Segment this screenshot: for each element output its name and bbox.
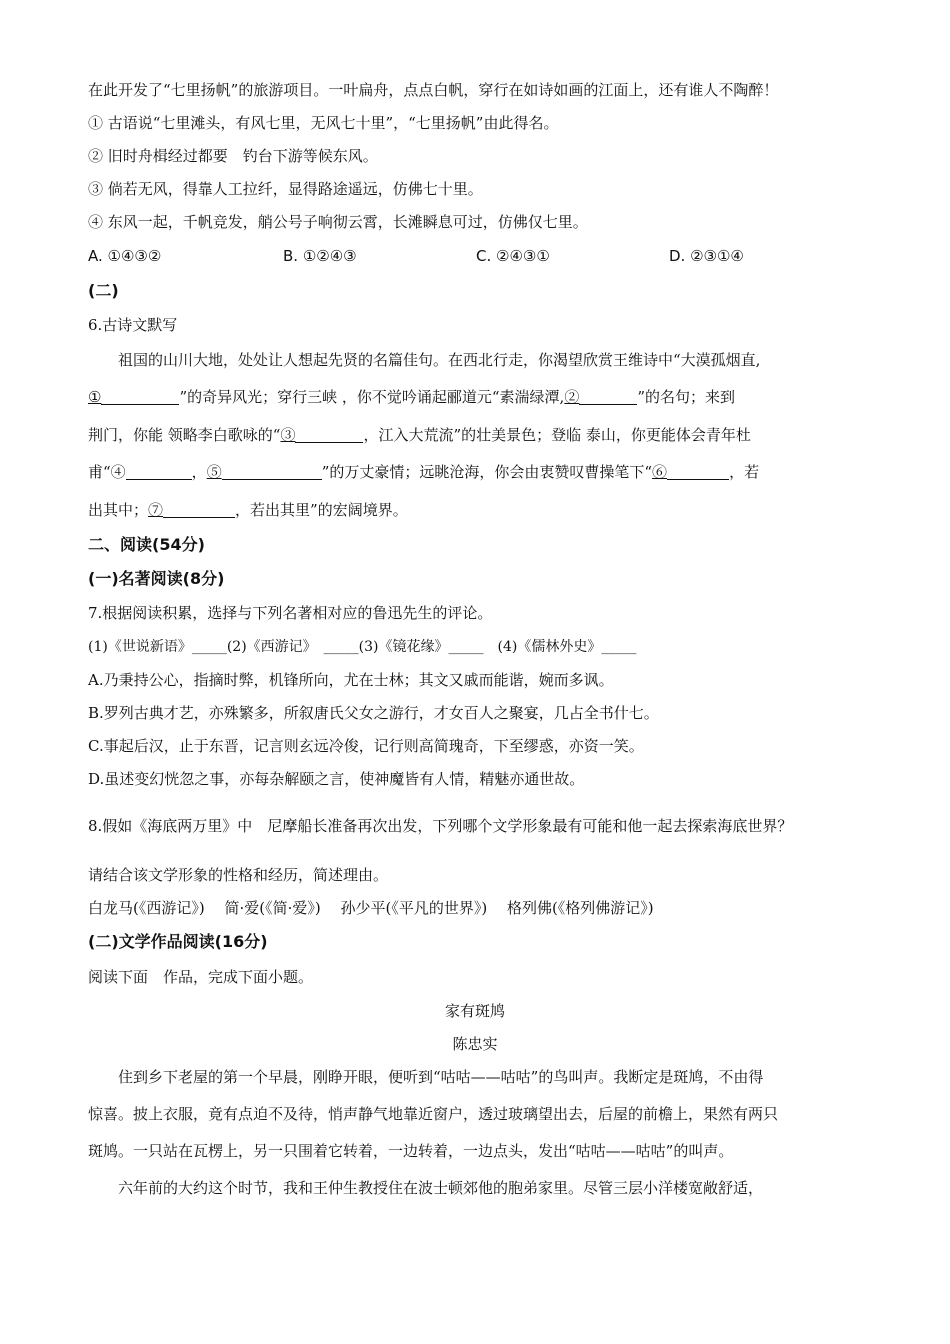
q5-option-c: C. ②④③①	[476, 247, 550, 265]
section-2-2-heading: (二)文学作品阅读(16分)	[88, 932, 268, 951]
blank-7-label: ⑦	[148, 501, 164, 519]
essay-p1-line-3: 斑鸠。一只站在瓦楞上，另一只围着它转着，一边转着，一边点头，发出“咕咕——咕咕”的叫声。	[88, 1142, 734, 1160]
q6-line-5: 出其中；⑦ ，若出其里”的宏阔境界。	[88, 501, 408, 519]
q8-choices: 白龙马(《西游记》) 简·爱(《简·爱》) 孙少平(《平凡的世界》) 格列佛(《格列佛游记》)	[88, 899, 654, 917]
q5-item-4: ④ 东风一起，千帆竞发，艄公号子响彻云霄，长滩瞬息可过，仿佛仅七里。	[88, 213, 588, 231]
q6-line-4: 甫“④ ，⑤ ”的万丈豪情；远眺沧海，你会由衷赞叹曹操笔下“⑥ ，若	[88, 463, 760, 481]
blank-3[interactable]	[295, 426, 363, 443]
q5-item-3: ③ 倘若无风，得靠人工拉纤，显得路途遥远，仿佛七十里。	[88, 180, 483, 198]
blank-7[interactable]	[163, 501, 235, 518]
q8-prompt: 请结合该文学形象的性格和经历，简述理由。	[88, 866, 389, 884]
blank-4[interactable]	[126, 463, 192, 480]
section-2-1-heading: (一)名著阅读(8分)	[88, 569, 225, 588]
blank-6-label: ⑥	[652, 463, 668, 481]
q7-title: 7.根据阅读积累，选择与下列名著相对应的鲁迅先生的评论。	[88, 604, 493, 622]
q5-option-a: A. ①④③②	[88, 247, 162, 265]
q7-blanks: (1)《世说新语》_____(2)《西游记》 _____(3)《镜花缘》_____ (4)《儒林外史》_____	[88, 639, 637, 655]
blank-2-label: ②	[564, 388, 580, 406]
blank-6[interactable]	[667, 463, 729, 480]
blank-5-label: ⑤	[206, 463, 222, 481]
blank-3-label: ③	[280, 426, 296, 444]
subsection-2-heading: (二)	[88, 281, 119, 300]
essay-title: 家有斑鸠	[444, 1002, 505, 1020]
q7-option-d: D.虽述变幻恍忽之事，亦每杂解颐之言，使神魔皆有人情，精魅亦通世故。	[88, 770, 585, 788]
q6-line-3: 荆门，你能 领略李白歌咏的“③ ，江入大荒流”的壮美景色；登临 泰山，你更能体会青年杜	[88, 426, 751, 444]
blank-2[interactable]	[579, 388, 637, 405]
essay-author: 陈忠实	[452, 1035, 498, 1053]
essay-p1-line-1: 住到乡下老屋的第一个早晨，刚睁开眼，便听到“咕咕——咕咕”的鸟叫声。我断定是斑鸠，不由得	[118, 1068, 764, 1086]
q5-option-b: B. ①②④③	[283, 247, 357, 265]
reading-instructions: 阅读下面 作品，完成下面小题。	[88, 968, 314, 986]
q5-intro: 在此开发了“七里扬帆”的旅游项目。一叶扁舟，点点白帆，穿行在如诗如画的江面上，还有谁人不陶醉！	[88, 81, 779, 99]
q7-option-a: A.乃秉持公心，指摘时弊，机锋所向，尤在士林；其文又戚而能谐，婉而多讽。	[88, 671, 614, 689]
q6-title: 6.古诗文默写	[88, 316, 178, 334]
blank-1-label: ①	[88, 388, 102, 406]
q7-option-c: C.事起后汉，止于东晋，记言则玄远冷俊，记行则高简瑰奇，下至缪惑，亦资一笑。	[88, 737, 644, 755]
essay-p2-line-1: 六年前的大约这个时节，我和王仲生教授住在波士顿郊他的胞弟家里。尽管三层小洋楼宽敞舒适，	[118, 1179, 764, 1197]
q6-line-1: 祖国的山川大地，处处让人想起先贤的名篇佳句。在西北行走，你渴望欣赏王维诗中“大漠孤烟直,	[118, 351, 761, 369]
q5-item-1: ① 古语说“七里滩头，有风七里，无风七十里”，“七里扬帆”由此得名。	[88, 114, 559, 132]
blank-5[interactable]	[222, 463, 322, 480]
q8-title: 8.假如《海底两万里》中 尼摩船长准备再次出发，下列哪个文学形象最有可能和他一起去探索海底世界？	[88, 817, 793, 835]
q6-line-2: ① ”的奇异风光；穿行三峡 ，你不觉吟诵起郦道元“素湍绿潭,② ”的名句；来到	[88, 388, 736, 406]
blank-1[interactable]	[101, 388, 179, 405]
q7-option-b: B.罗列古典才艺，亦殊繁多，所叙唐氏父女之游行，才女百人之聚宴，几占全书什七。	[88, 704, 659, 722]
q5-item-2: ② 旧时舟楫经过都要 钓台下游等候东风。	[88, 147, 378, 165]
q5-option-d: D. ②③①④	[669, 247, 744, 265]
essay-p1-line-2: 惊喜。披上衣服，竟有点迫不及待，悄声静气地靠近窗户，透过玻璃望出去，后屋的前檐上，果然有两只	[88, 1105, 779, 1123]
section-2-heading: 二、阅读(54分)	[88, 535, 205, 554]
